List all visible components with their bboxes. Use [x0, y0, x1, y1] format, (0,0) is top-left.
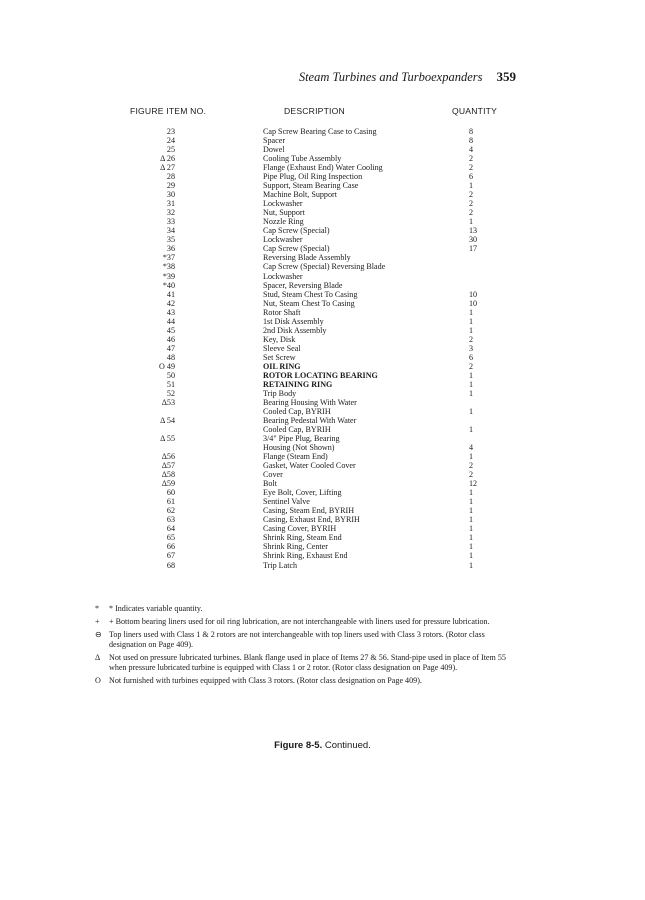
table-row — [0, 371, 645, 380]
column-header-item: FIGURE ITEM NO. — [130, 106, 207, 116]
item-number: 28 — [166, 172, 175, 182]
footnote-symbol: ⊖ — [95, 630, 102, 639]
item-description: Key, Disk — [263, 334, 296, 344]
item-description: Flange (Exhaust End) Water Cooling — [263, 163, 383, 173]
item-quantity: 4 — [469, 443, 474, 453]
table-row — [0, 308, 645, 317]
item-quantity: 30 — [469, 235, 478, 245]
item-description: Flange (Steam End) — [263, 452, 328, 462]
table-row — [0, 262, 645, 271]
item-description: Lockwasher — [263, 235, 303, 245]
item-description: Rotor Shaft — [263, 307, 301, 317]
item-description: Eye Bolt, Cover, Lifting — [263, 488, 342, 498]
item-number: 34 — [166, 226, 175, 236]
table-row — [0, 497, 645, 506]
item-number: 51 — [166, 379, 175, 389]
table-row — [0, 362, 645, 371]
item-description: Trip Latch — [263, 560, 298, 570]
item-description: Sentinel Valve — [263, 497, 310, 507]
item-description: Stud, Steam Chest To Casing — [263, 289, 358, 299]
item-description: Cap Screw (Special) — [263, 244, 330, 254]
footnote — [95, 676, 523, 686]
item-description: Shrink Ring, Center — [263, 542, 328, 552]
table-row — [0, 217, 645, 226]
item-number: *40 — [162, 280, 175, 290]
table-row — [0, 163, 645, 172]
item-number: Δ58 — [161, 470, 175, 480]
item-description: 2nd Disk Assembly — [263, 325, 327, 335]
item-quantity: 1 — [469, 560, 474, 570]
item-quantity: 6 — [469, 352, 474, 362]
item-quantity: 3 — [469, 343, 474, 353]
table-row — [0, 524, 645, 533]
table-row — [0, 542, 645, 551]
item-number: 32 — [166, 208, 175, 218]
item-number: Δ 26 — [160, 154, 175, 164]
footnote-symbol: O — [95, 676, 101, 685]
item-quantity: 10 — [469, 289, 478, 299]
item-description: Bearing Housing With Water — [263, 397, 357, 407]
item-quantity: 1 — [469, 533, 474, 543]
table-row — [0, 272, 645, 281]
table-row — [0, 407, 645, 416]
item-quantity: 13 — [469, 226, 478, 236]
item-description: Support, Steam Bearing Case — [263, 181, 359, 191]
item-description: RETAINING RING — [263, 379, 333, 389]
item-description: Reversing Blade Assembly — [263, 253, 351, 263]
page-number: 359 — [496, 69, 516, 84]
item-quantity: 4 — [469, 145, 474, 155]
item-description: Shrink Ring, Steam End — [263, 533, 342, 543]
item-number: 41 — [166, 289, 175, 299]
item-description: Cooled Cap, BYRIH — [263, 425, 331, 435]
table-row — [0, 244, 645, 253]
item-description: Dowel — [263, 145, 285, 155]
table-row — [0, 425, 645, 434]
item-number: 66 — [166, 542, 175, 552]
item-description: Machine Bolt, Support — [263, 190, 337, 200]
item-quantity: 12 — [469, 479, 478, 489]
item-quantity: 2 — [469, 190, 474, 200]
item-quantity: 2 — [469, 334, 474, 344]
item-quantity: 1 — [469, 488, 474, 498]
table-row — [0, 199, 645, 208]
figure-caption — [0, 740, 645, 751]
table-row — [0, 533, 645, 542]
item-number: 30 — [166, 190, 175, 200]
table-row — [0, 181, 645, 190]
item-description: Spacer — [263, 136, 286, 146]
table-row — [0, 452, 645, 461]
item-description: Nut, Steam Chest To Casing — [263, 298, 355, 308]
item-quantity: 1 — [469, 524, 474, 534]
footnote-symbol: Δ — [95, 653, 101, 662]
footnote-text: Not used on pressure lubricated turbines. Blank flange used in place of Items 27 & 56. Stand-pipe used in place of Item 55 when pressure lubricated turbine is equipped with Class 1 or 2 rotor. (Rotor class designation on Page 409). — [109, 653, 506, 672]
table-row — [0, 488, 645, 497]
item-number: Δ57 — [161, 461, 175, 471]
table-row — [0, 515, 645, 524]
item-description: Spacer, Reversing Blade — [263, 280, 343, 290]
item-number: 33 — [166, 217, 175, 227]
item-quantity: 1 — [469, 388, 474, 398]
item-number: Δ 54 — [160, 416, 175, 425]
item-description: Lockwasher — [263, 271, 303, 281]
item-quantity: 1 — [469, 551, 474, 561]
item-number: 35 — [166, 235, 175, 245]
item-quantity: 1 — [469, 452, 474, 462]
item-number: 24 — [166, 136, 175, 146]
item-number: 47 — [166, 343, 175, 353]
item-number: 45 — [166, 325, 175, 335]
parts-table — [0, 127, 645, 570]
table-row — [0, 479, 645, 488]
item-quantity: 1 — [469, 307, 474, 317]
item-quantity: 1 — [469, 325, 474, 335]
item-quantity: 1 — [469, 497, 474, 507]
item-description: Cap Screw (Special) Reversing Blade — [263, 262, 386, 272]
item-description: Casing, Steam End, BYRIH — [263, 506, 355, 516]
item-quantity: 8 — [469, 136, 474, 146]
item-number: 48 — [166, 352, 175, 362]
item-quantity: 2 — [469, 154, 474, 164]
table-row — [0, 326, 645, 335]
item-number: Δ56 — [161, 452, 175, 462]
item-quantity: 1 — [469, 406, 474, 416]
table-row — [0, 145, 645, 154]
item-description: Nozzle Ring — [263, 217, 304, 227]
footnote — [95, 653, 523, 673]
table-row — [0, 416, 645, 425]
item-number: 36 — [166, 244, 175, 254]
item-number: 60 — [166, 488, 175, 498]
item-description: Bearing Pedestal With Water — [263, 416, 357, 425]
table-row — [0, 317, 645, 326]
footnote-text: Top liners used with Class 1 & 2 rotors are not interchangeable with top liners used with Class 3 rotors. (Rotor class designation on Page 409). — [109, 630, 485, 649]
footnote-text: + Bottom bearing liners used for oil ring lubrication, are not interchangeable with liners used for pressure lubrication. — [109, 617, 490, 626]
item-quantity: 2 — [469, 461, 474, 471]
item-description: Cap Screw (Special) — [263, 226, 330, 236]
item-quantity: 2 — [469, 163, 474, 173]
table-row — [0, 551, 645, 560]
table-row — [0, 380, 645, 389]
footnote — [95, 617, 523, 627]
table-row — [0, 235, 645, 244]
item-description: 3/4" Pipe Plug, Bearing — [263, 434, 340, 444]
table-row — [0, 172, 645, 181]
table-row — [0, 127, 645, 136]
table-row — [0, 136, 645, 145]
footnotes — [95, 604, 523, 689]
item-description: ROTOR LOCATING BEARING — [263, 370, 378, 380]
column-header-quantity: QUANTITY — [452, 106, 498, 116]
item-description: OIL RING — [263, 361, 301, 371]
item-description: Casing Cover, BYRIH — [263, 524, 337, 534]
footnote — [95, 604, 523, 614]
item-number: *39 — [162, 271, 175, 281]
table-row — [0, 353, 645, 362]
item-description: Lockwasher — [263, 199, 303, 209]
item-quantity: 10 — [469, 298, 478, 308]
table-row — [0, 434, 645, 443]
item-number: 46 — [166, 334, 175, 344]
item-number: 50 — [166, 370, 175, 380]
item-number: 64 — [166, 524, 175, 534]
footnote-symbol: * — [95, 604, 100, 613]
item-description: Sleeve Seal — [263, 343, 301, 353]
item-number: 25 — [166, 145, 175, 155]
item-description: Cooling Tube Assembly — [263, 154, 342, 164]
table-row — [0, 290, 645, 299]
item-description: Casing, Exhaust End, BYRIH — [263, 515, 360, 525]
item-quantity: 2 — [469, 199, 474, 209]
item-number: 44 — [166, 316, 175, 326]
table-row — [0, 299, 645, 308]
item-number: 23 — [166, 127, 175, 136]
item-quantity: 1 — [469, 217, 474, 227]
item-number: *38 — [162, 262, 175, 272]
item-quantity: 1 — [469, 506, 474, 516]
table-row — [0, 281, 645, 290]
item-quantity: 1 — [469, 316, 474, 326]
item-description: Shrink Ring, Exhaust End — [263, 551, 348, 561]
table-row — [0, 335, 645, 344]
figure-caption-text: Continued. — [322, 740, 371, 751]
table-row — [0, 470, 645, 479]
item-quantity: 8 — [469, 127, 474, 136]
item-description: Set Screw — [263, 352, 296, 362]
item-description: 1st Disk Assembly — [263, 316, 324, 326]
item-description: Cooled Cap, BYRIH — [263, 406, 331, 416]
footnote-text: Not furnished with turbines equipped with Class 3 rotors. (Rotor class designation on Page 409). — [109, 676, 422, 685]
item-number: Δ59 — [161, 479, 175, 489]
item-quantity: 1 — [469, 542, 474, 552]
item-number: O 49 — [159, 361, 175, 371]
item-quantity: 6 — [469, 172, 474, 182]
table-row — [0, 208, 645, 217]
item-number: 42 — [166, 298, 175, 308]
item-quantity: 1 — [469, 379, 474, 389]
table-row — [0, 253, 645, 262]
item-quantity: 1 — [469, 181, 474, 191]
table-row — [0, 443, 645, 452]
item-number: 29 — [166, 181, 175, 191]
table-row — [0, 561, 645, 570]
footnote-text: * Indicates variable quantity. — [109, 604, 203, 613]
item-quantity: 2 — [469, 470, 474, 480]
item-description: Trip Body — [263, 388, 297, 398]
item-description: Housing (Not Shown) — [263, 443, 335, 453]
item-quantity: 2 — [469, 361, 474, 371]
table-row — [0, 506, 645, 515]
table-row — [0, 461, 645, 470]
item-description: Pipe Plug, Oil Ring Inspection — [263, 172, 363, 182]
table-row — [0, 190, 645, 199]
item-quantity: 1 — [469, 515, 474, 525]
item-description: Cap Screw Bearing Case to Casing — [263, 127, 377, 136]
table-row — [0, 154, 645, 163]
table-row — [0, 398, 645, 407]
item-number: 62 — [166, 506, 175, 516]
item-description: Nut, Support — [263, 208, 305, 218]
running-head — [299, 69, 516, 85]
item-number: 63 — [166, 515, 175, 525]
figure-label: Figure 8-5. — [274, 740, 323, 751]
footnote — [95, 630, 523, 650]
table-row — [0, 389, 645, 398]
footnote-symbol: + — [95, 617, 100, 626]
item-number: 68 — [166, 560, 175, 570]
item-quantity: 1 — [469, 425, 474, 435]
column-header-description: DESCRIPTION — [284, 106, 345, 116]
item-quantity: 2 — [469, 208, 474, 218]
item-number: 61 — [166, 497, 175, 507]
item-quantity: 1 — [469, 370, 474, 380]
item-number: 52 — [166, 388, 175, 398]
item-description: Gasket, Water Cooled Cover — [263, 461, 356, 471]
item-number: 65 — [166, 533, 175, 543]
item-description: Cover — [263, 470, 283, 480]
table-row — [0, 226, 645, 235]
table-row — [0, 344, 645, 353]
item-number: *37 — [162, 253, 175, 263]
item-quantity: 17 — [469, 244, 478, 254]
running-head-title: Steam Turbines and Turboexpanders — [298, 70, 483, 84]
item-number: 43 — [166, 307, 175, 317]
item-description: Bolt — [263, 479, 277, 489]
item-number: 31 — [166, 199, 175, 209]
item-number: Δ 55 — [160, 434, 175, 444]
item-number: Δ53 — [161, 397, 175, 407]
item-number: 67 — [166, 551, 175, 561]
item-number: Δ 27 — [160, 163, 175, 173]
